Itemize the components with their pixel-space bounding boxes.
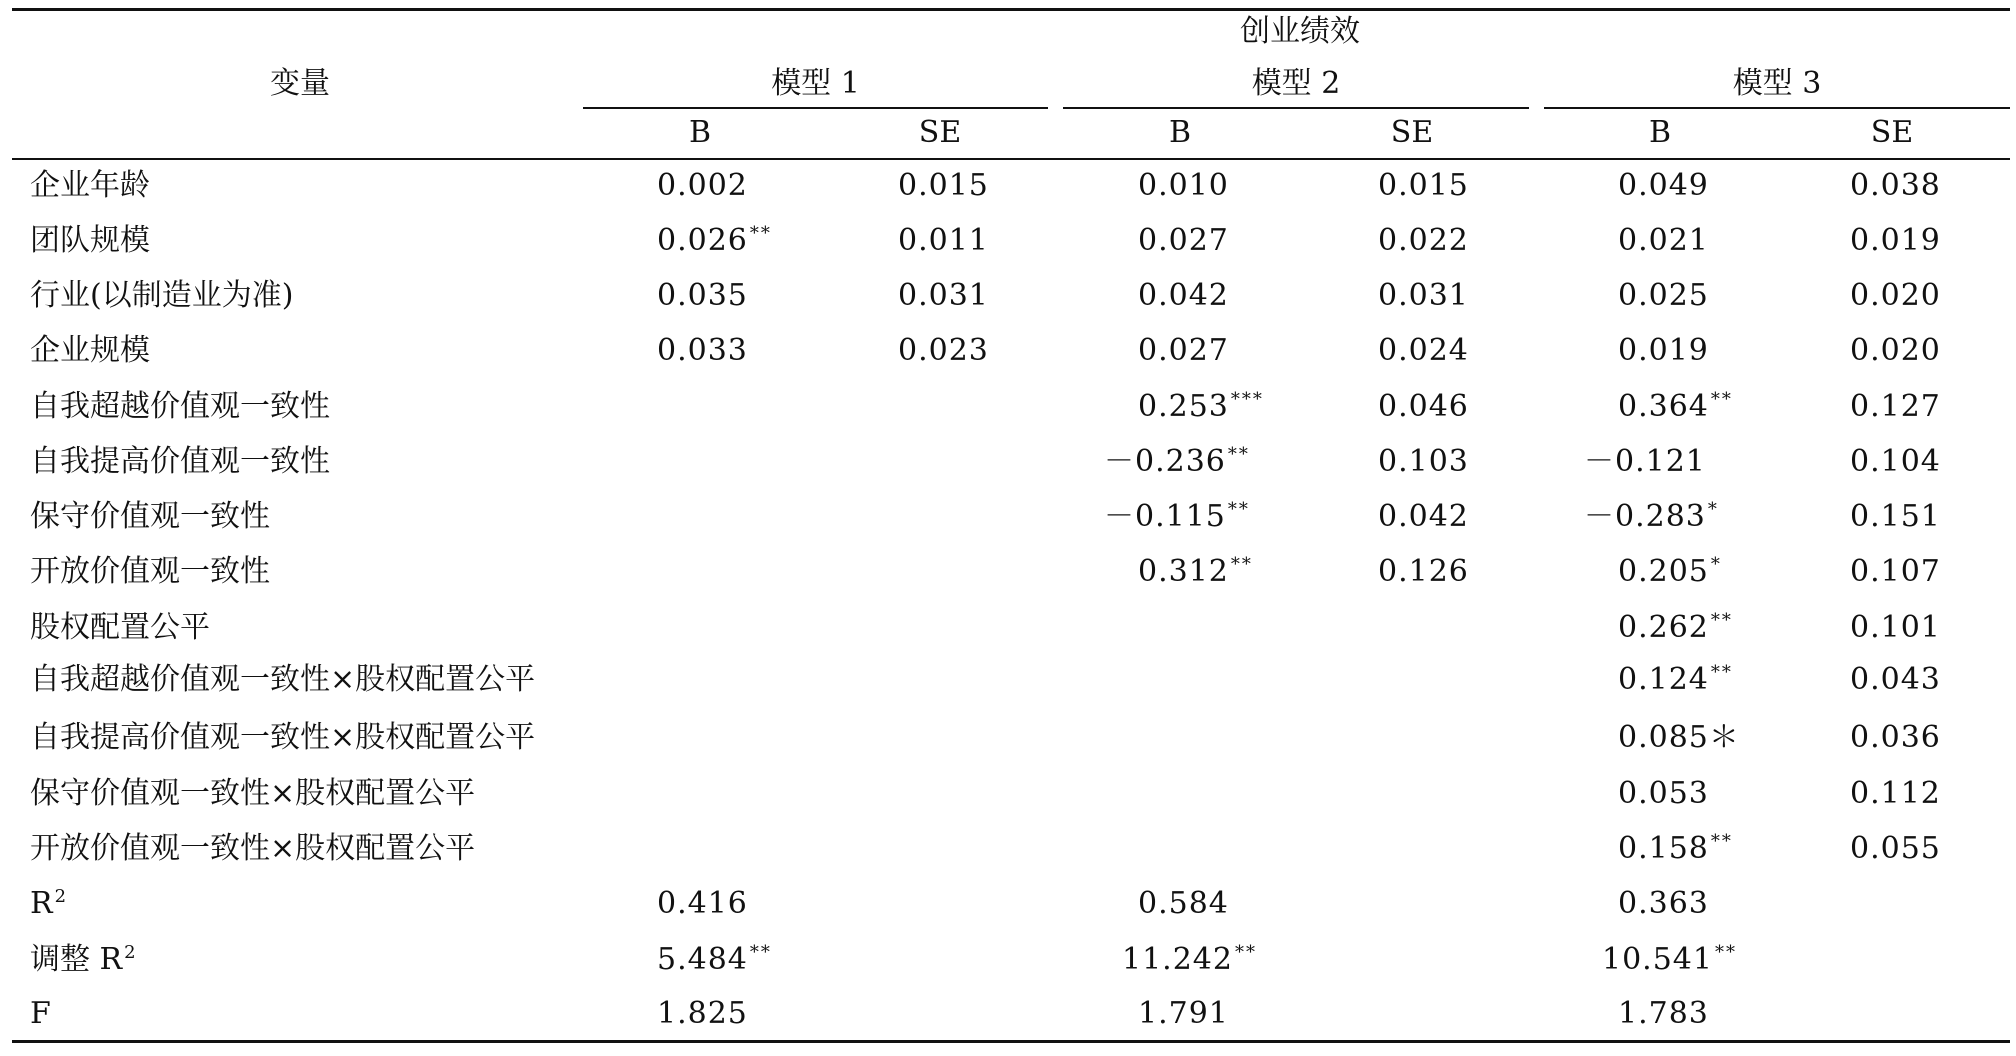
f-label: F — [30, 996, 51, 1031]
col-header-b: B — [688, 115, 712, 150]
row-value-m3se: 0.020 — [1850, 333, 1941, 368]
row-value-m3b: 0.053 — [1618, 776, 1709, 811]
col-header-b: B — [1648, 115, 1672, 150]
row-value-m3se: 0.127 — [1850, 389, 1941, 424]
variable-header: 变量 — [270, 66, 330, 101]
adj-r2-model-3: 10.541 ** — [1602, 942, 1737, 977]
bottom-rule — [12, 1040, 2010, 1043]
row-value-m2b: 0.042 — [1138, 278, 1229, 313]
row-value-m3b: 0.364 ** — [1618, 389, 1733, 424]
row-label: 企业年龄 — [30, 168, 150, 203]
model-3-rule — [1544, 107, 2010, 109]
row-label: 团队规模 — [30, 223, 150, 258]
row-label: 企业规模 — [30, 333, 150, 368]
f-model-1: 1.825 — [657, 996, 748, 1031]
row-value-m2se: 0.046 — [1378, 389, 1469, 424]
r2-model-2: 0.584 — [1138, 886, 1229, 921]
row-value-m2b: 0.010 — [1138, 168, 1229, 203]
adj-r2-label: 调整 R $^2$ — [30, 942, 138, 977]
col-header-se: SE — [918, 115, 962, 150]
top-rule — [12, 8, 2010, 11]
row-value-m2se: 0.126 — [1378, 554, 1469, 589]
r2-model-3: 0.363 — [1618, 886, 1709, 921]
row-value-m3b: －0.121 — [1584, 444, 1706, 479]
f-model-2: 1.791 — [1138, 996, 1229, 1031]
row-value-m2se: 0.015 — [1378, 168, 1469, 203]
row-label: 自我提高价值观一致性 — [30, 444, 330, 479]
model-2-rule — [1063, 107, 1529, 109]
r2-model-1: 0.416 — [657, 886, 748, 921]
row-label: 开放价值观一致性×股权配置公平 — [30, 831, 476, 866]
row-value-m1se: 0.023 — [898, 333, 989, 368]
row-value-m3b: 0.158 ** — [1618, 831, 1733, 866]
row-value-m1b: 0.002 — [657, 168, 748, 203]
row-value-m3b: 0.205 * — [1618, 554, 1722, 589]
f-model-3: 1.783 — [1618, 996, 1709, 1031]
row-value-m2b: 0.253 *** — [1138, 389, 1264, 424]
row-value-m3se: 0.055 — [1850, 831, 1941, 866]
row-value-m1b: 0.033 — [657, 333, 748, 368]
row-value-m3b: 0.019 — [1618, 333, 1709, 368]
row-value-m2b: 0.027 — [1138, 333, 1229, 368]
row-value-m3se: 0.019 — [1850, 223, 1941, 258]
row-label: 自我超越价值观一致性×股权配置公平 — [30, 662, 536, 697]
row-value-m1se: 0.031 — [898, 278, 989, 313]
header-bottom-rule — [12, 158, 2010, 160]
row-label: 股权配置公平 — [30, 610, 210, 645]
row-value-m2b: －0.115 ** — [1104, 499, 1250, 534]
row-value-m3se: 0.036 — [1850, 720, 1941, 755]
col-header-b: B — [1168, 115, 1192, 150]
row-label: 开放价值观一致性 — [30, 554, 270, 589]
row-value-m3se: 0.104 — [1850, 444, 1941, 479]
row-value-m2se: 0.022 — [1378, 223, 1469, 258]
row-value-m3se: 0.043 — [1850, 662, 1941, 697]
row-value-m2se: 0.024 — [1378, 333, 1469, 368]
row-value-m3se: 0.038 — [1850, 168, 1941, 203]
row-value-m1se: 0.011 — [898, 223, 989, 258]
row-value-m3se: 0.112 — [1850, 776, 1941, 811]
row-value-m3b: 0.085＊ — [1618, 720, 1740, 755]
row-label: 自我提高价值观一致性×股权配置公平 — [30, 720, 536, 755]
row-value-m3se: 0.020 — [1850, 278, 1941, 313]
row-value-m2se: 0.103 — [1378, 444, 1469, 479]
row-value-m1se: 0.015 — [898, 168, 989, 203]
row-value-m3se: 0.151 — [1850, 499, 1941, 534]
col-header-se: SE — [1390, 115, 1434, 150]
row-value-m3se: 0.107 — [1850, 554, 1941, 589]
row-value-m2b: 0.027 — [1138, 223, 1229, 258]
col-header-se: SE — [1870, 115, 1914, 150]
row-value-m2b: 0.312 ** — [1138, 554, 1253, 589]
adj-r2-model-2: 11.242 ** — [1122, 942, 1257, 977]
row-value-m3b: 0.049 — [1618, 168, 1709, 203]
row-value-m3b: 0.025 — [1618, 278, 1709, 313]
r2-label: R $^2$ — [30, 886, 69, 921]
row-label: 保守价值观一致性 — [30, 499, 270, 534]
row-label: 自我超越价值观一致性 — [30, 389, 330, 424]
row-value-m1b: 0.035 — [657, 278, 748, 313]
model-1-rule — [583, 107, 1048, 109]
row-value-m2se: 0.042 — [1378, 499, 1469, 534]
model-2-header: 模型 2 — [1251, 66, 1341, 101]
row-value-m3b: 0.262 ** — [1618, 610, 1733, 645]
row-label: 行业(以制造业为准) — [30, 278, 294, 313]
row-label: 保守价值观一致性×股权配置公平 — [30, 776, 476, 811]
row-value-m2b: －0.236 ** — [1104, 444, 1250, 479]
model-1-header: 模型 1 — [771, 66, 860, 101]
row-value-m3b: 0.021 — [1618, 223, 1709, 258]
adj-r2-model-1: 5.484 ** — [657, 942, 772, 977]
row-value-m3b: 0.124 ** — [1618, 662, 1733, 697]
row-value-m2se: 0.031 — [1378, 278, 1469, 313]
outcome-header: 创业绩效 — [1240, 14, 1360, 49]
model-3-header: 模型 3 — [1732, 66, 1822, 101]
row-value-m3b: －0.283 * — [1584, 499, 1719, 534]
row-value-m3se: 0.101 — [1850, 610, 1941, 645]
row-value-m1b: 0.026 ** — [657, 223, 772, 258]
